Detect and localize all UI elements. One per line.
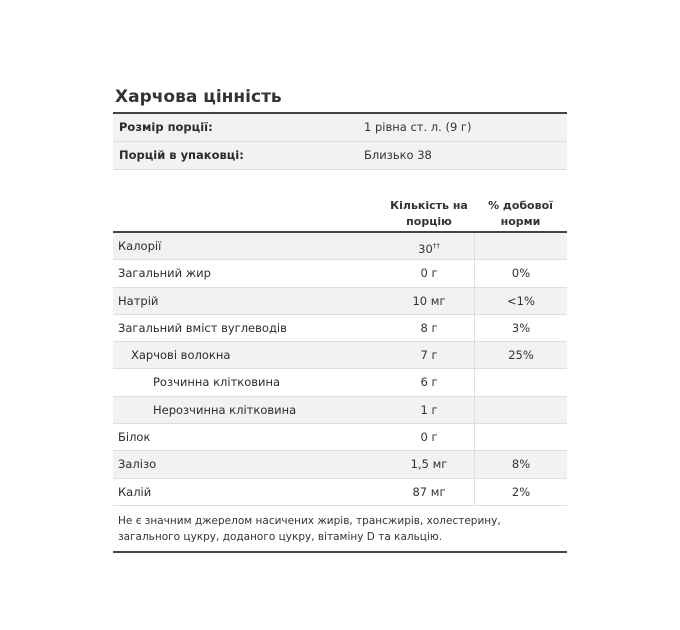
nutrient-daily-value: 0% bbox=[474, 260, 567, 286]
nutrient-row-total-carbohydrate bbox=[113, 315, 567, 342]
nutrient-name: Загальний жир bbox=[118, 266, 211, 281]
nutrient-row-iron bbox=[113, 451, 567, 478]
serving-size-value: 1 рівна ст. л. (9 г) bbox=[364, 120, 472, 134]
nutrient-name: Залізо bbox=[118, 457, 157, 472]
column-header-name bbox=[113, 198, 384, 231]
serving-size-label: Розмір порції: bbox=[119, 120, 213, 134]
nutrient-name: Калій bbox=[118, 484, 152, 499]
nutrient-daily-value: 3% bbox=[474, 315, 567, 341]
servings-per-container-label: Порцій в упаковці: bbox=[119, 148, 244, 162]
nutrient-name: Розчинна клітковина bbox=[153, 375, 281, 390]
nutrient-table bbox=[113, 233, 567, 506]
servings-per-container-row bbox=[113, 142, 567, 170]
nutrient-row-total-fat bbox=[113, 260, 567, 287]
panel-title: Харчова цінність bbox=[113, 86, 567, 114]
dagger-mark: †† bbox=[432, 242, 440, 250]
nutrient-amount: 0 г bbox=[420, 266, 438, 281]
nutrient-row-potassium bbox=[113, 479, 567, 506]
nutrient-amount: 8 г bbox=[420, 320, 438, 335]
nutrient-amount: 1,5 мг bbox=[410, 457, 448, 472]
nutrient-row-dietary-fiber bbox=[113, 342, 567, 369]
nutrient-name: Харчові волокна bbox=[131, 348, 231, 363]
footnote: Не є значним джерелом насичених жирів, трансжирів, холестерину, загального цукру, доданого цукру, вітаміну D та кальцію. bbox=[113, 506, 567, 553]
spacer bbox=[113, 170, 567, 198]
nutrient-amount: 10 мг bbox=[412, 293, 446, 308]
nutrient-amount bbox=[384, 233, 474, 259]
nutrient-row-sodium bbox=[113, 288, 567, 315]
nutrient-daily-value bbox=[474, 424, 567, 450]
nutrient-daily-value bbox=[474, 233, 567, 259]
nutrient-daily-value: 2% bbox=[474, 479, 567, 505]
nutrient-row-calories bbox=[113, 233, 567, 260]
column-header-row bbox=[113, 198, 567, 233]
nutrient-name: Білок bbox=[118, 430, 151, 445]
nutrient-amount: 1 г bbox=[420, 402, 438, 417]
nutrient-daily-value bbox=[474, 369, 567, 395]
nutrient-amount: 7 г bbox=[420, 348, 438, 363]
nutrient-amount: 0 г bbox=[420, 430, 438, 445]
nutrient-daily-value: <1% bbox=[474, 288, 567, 314]
nutrient-name: Нерозчинна клітковина bbox=[153, 402, 297, 417]
nutrient-daily-value: 25% bbox=[474, 342, 567, 368]
nutrient-amount: 87 мг bbox=[412, 484, 446, 499]
nutrition-facts-panel bbox=[113, 86, 567, 553]
servings-per-container-value: Близько 38 bbox=[364, 148, 432, 162]
serving-size-row bbox=[113, 114, 567, 142]
nutrient-name: Натрій bbox=[118, 293, 159, 308]
calories-value: 30 bbox=[418, 242, 433, 256]
column-header-daily-value: % добової норми bbox=[488, 199, 553, 228]
nutrient-row-soluble-fiber bbox=[113, 369, 567, 396]
nutrient-name: Калорії bbox=[118, 239, 162, 253]
nutrient-amount: 6 г bbox=[420, 375, 438, 390]
nutrient-row-protein bbox=[113, 424, 567, 451]
nutrient-daily-value bbox=[474, 397, 567, 423]
column-header-amount: Кількість на порцію bbox=[390, 199, 468, 228]
nutrient-row-insoluble-fiber bbox=[113, 397, 567, 424]
nutrient-name: Загальний вміст вуглеводів bbox=[118, 320, 287, 335]
nutrient-daily-value: 8% bbox=[474, 451, 567, 477]
